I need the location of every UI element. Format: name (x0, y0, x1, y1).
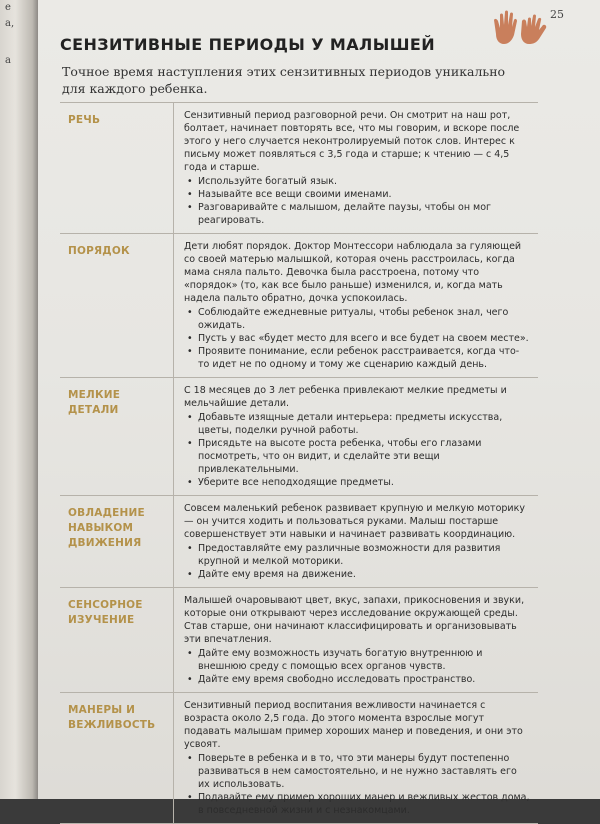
book-page (38, 0, 600, 816)
period-description-cell (174, 234, 538, 377)
period-description-cell (174, 496, 538, 587)
edge-text-line: e (5, 2, 11, 13)
tip-item: • Называйте все вещи своими именами. (198, 188, 530, 201)
period-description: Сензитивный период воспитания вежливости начинается с возраста около 2,5 года. До этого момента взрослые могут подавать малышам пример хороших манер и поведения, и они это усвоят. (184, 700, 523, 750)
tip-item: • Предоставляйте ему различные возможности для развития крупной и мелкой моторики. (198, 542, 530, 568)
period-label-cell (60, 496, 174, 587)
period-label-cell (60, 693, 174, 823)
tip-item: • Разговаривайте с малышом, делайте паузы, чтобы он мог реагировать. (198, 201, 530, 227)
period-description: Дети любят порядок. Доктор Монтессори наблюдала за гуляющей со своей матерью малышкой, которая очень расстроилась, когда мама сняла пальто. Девочка была расстроена, потому что «порядок» (то, как все было раньше) изменился, и, когда мать надела пальто обратно, дочка успокоилась. (184, 241, 522, 304)
edge-text-line: a (5, 55, 11, 66)
period-tips-list (184, 647, 530, 686)
period-label: СЕНСОРНОЕ ИЗУЧЕНИЕ (68, 599, 143, 626)
tip-item: • Пусть у вас «будет место для всего и все будет на своем месте». (198, 332, 530, 345)
book-binding (0, 0, 38, 799)
period-row-small-details (60, 377, 538, 495)
period-label: РЕЧЬ (68, 114, 101, 126)
tip-item: • Добавьте изящные детали интерьера: предметы искусства, цветы, поделки ручной работы. (198, 411, 530, 437)
period-label: МЕЛКИЕ ДЕТАЛИ (68, 389, 121, 416)
period-description: Совсем маленький ребенок развивает крупную и мелкую моторику — он учится ходить и пользоваться руками. Малыш постарше совершенствует эти навыки и начинает развивать координацию. (184, 503, 525, 540)
period-description-cell (174, 378, 538, 495)
period-row-movement (60, 495, 538, 587)
two-hands-icon (490, 6, 550, 46)
period-tips-list (184, 306, 530, 371)
period-row-speech (60, 103, 538, 233)
tip-item: • Поверьте в ребенка и в то, что эти манеры будут постепенно развиваться в нем самостоятельно, и не нужно заставлять его их использовать. (198, 752, 530, 791)
period-label: МАНЕРЫ И ВЕЖЛИВОСТЬ (68, 704, 156, 731)
period-label-cell (60, 103, 174, 233)
tip-item: • Дайте ему время свободно исследовать пространство. (198, 673, 530, 686)
tip-item: • Подавайте ему пример хороших манер и вежливых жестов дома, в повседневной жизни и с незнакомцами. (198, 791, 530, 817)
tip-item: • Уберите все неподходящие предметы. (198, 476, 530, 489)
period-label: ПОРЯДОК (68, 245, 130, 257)
period-tips-list (184, 752, 530, 817)
period-label-cell (60, 378, 174, 495)
period-description: Сензитивный период разговорной речи. Он смотрит на наш рот, болтает, начинает повторять все, что мы говорим, и вскоре после этого у него случается неконтролируемый поток слов. Интерес к письму может появляться с 3,5 года и старше; к чтению — с 4,5 года и старше. (184, 110, 520, 173)
tip-item: • Присядьте на высоте роста ребенка, чтобы его глазами посмотреть, что он видит, и сделайте эти вещи привлекательными. (198, 437, 530, 476)
tip-item: • Дайте ему время на движение. (198, 568, 530, 581)
edge-text-line: a, (5, 18, 15, 29)
period-description: Малышей очаровывают цвет, вкус, запахи, прикосновения и звуки, которые они открывают через исследование окружающей среды. Став старше, они начинают классифицировать и организовывать эти впечатления. (184, 595, 525, 645)
period-label: ОВЛАДЕНИЕ НАВЫКОМ ДВИЖЕНИЯ (68, 507, 145, 549)
period-description-cell (174, 588, 538, 692)
period-description-cell (174, 103, 538, 233)
period-row-sensory (60, 587, 538, 692)
period-row-order (60, 233, 538, 377)
sensitive-periods-table (60, 102, 538, 824)
period-description-cell (174, 693, 538, 823)
period-tips-list (184, 542, 530, 581)
period-label-cell (60, 588, 174, 692)
tip-item: • Дайте ему возможность изучать богатую внутреннюю и внешнюю среду с помощью всех органов чувств. (198, 647, 530, 673)
page-title: СЕНЗИТИВНЫЕ ПЕРИОДЫ У МАЛЫШЕЙ (60, 35, 435, 54)
tip-item: • Проявите понимание, если ребенок расстраивается, когда что-то идет не по одному и тому же сценарию каждый день. (198, 345, 530, 371)
period-tips-list (184, 411, 530, 489)
intro-paragraph: Точное время наступления этих сензитивных периодов уникально для каждого ребенка. (62, 64, 506, 96)
tip-item: • Используйте богатый язык. (198, 175, 530, 188)
period-tips-list (184, 175, 530, 227)
period-label-cell (60, 234, 174, 377)
page-number: 25 (550, 8, 564, 21)
period-row-manners (60, 692, 538, 823)
period-description: С 18 месяцев до 3 лет ребенка привлекают мелкие предметы и мельчайшие детали. (184, 385, 507, 409)
tip-item: • Соблюдайте ежедневные ритуалы, чтобы ребенок знал, чего ожидать. (198, 306, 530, 332)
